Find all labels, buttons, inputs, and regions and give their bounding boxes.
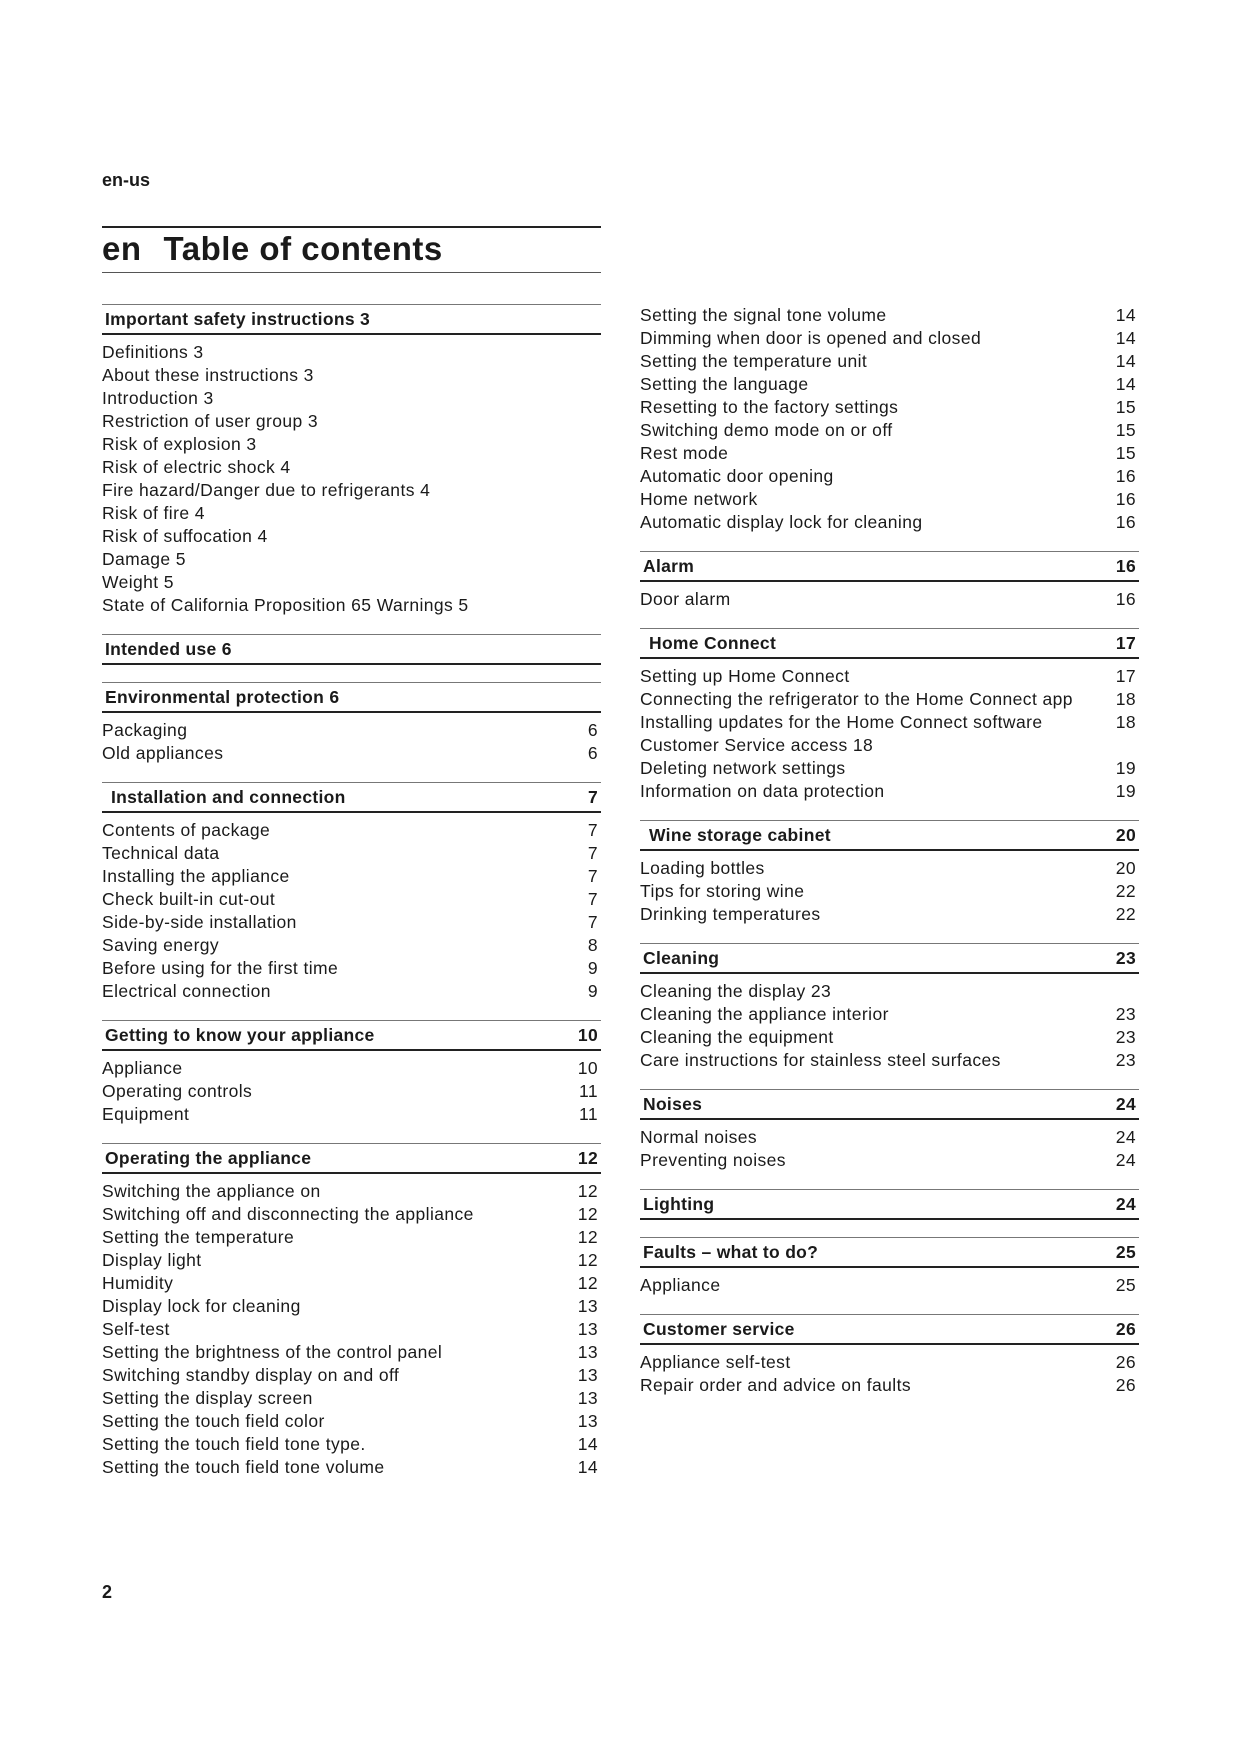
toc-entry-list xyxy=(640,659,1139,803)
entry-title: Electrical connection xyxy=(102,981,271,1001)
toc-entry[interactable] xyxy=(640,734,1139,757)
toc-entry[interactable] xyxy=(102,1364,601,1387)
entry-page: 7 xyxy=(587,889,598,909)
section-page: 24 xyxy=(1115,1094,1136,1114)
section-title: Getting to know your appliance xyxy=(105,1025,375,1045)
entry-page: 6 xyxy=(587,743,598,763)
section-title: Intended use 6 xyxy=(105,639,232,659)
entry-title: Setting the touch field tone volume xyxy=(102,1457,385,1477)
entry-page: 19 xyxy=(1115,758,1136,778)
entry-page: 22 xyxy=(1115,904,1136,924)
toc-entry[interactable] xyxy=(640,880,1139,903)
entry-page: 13 xyxy=(577,1342,598,1362)
entry-page: 13 xyxy=(577,1411,598,1431)
toc-section-noises xyxy=(640,1089,1139,1172)
toc-entry[interactable] xyxy=(640,419,1139,442)
section-heading[interactable] xyxy=(640,820,1139,851)
toc-right-column xyxy=(640,304,1139,1414)
toc-entry-list xyxy=(640,1120,1139,1172)
toc-section-faults-what-to-do xyxy=(640,1237,1139,1297)
entry-title: Resetting to the factory settings xyxy=(640,397,899,417)
toc-entry[interactable] xyxy=(102,1341,601,1364)
entry-title: Before using for the first time xyxy=(102,958,339,978)
title-text: Table of contents xyxy=(163,230,443,267)
toc-section-cleaning xyxy=(640,943,1139,1072)
section-page: 20 xyxy=(1115,825,1136,845)
entry-page: 18 xyxy=(1115,712,1136,732)
toc-entry[interactable] xyxy=(102,911,601,934)
entry-title: Repair order and advice on faults xyxy=(640,1375,911,1395)
toc-entry[interactable] xyxy=(102,1203,601,1226)
toc-entry[interactable] xyxy=(102,1180,601,1203)
entry-page: 14 xyxy=(1115,328,1136,348)
toc-entry[interactable] xyxy=(640,757,1139,780)
section-title: Cleaning xyxy=(643,948,720,968)
entry-page: 12 xyxy=(577,1181,598,1201)
toc-section-alarm xyxy=(640,551,1139,611)
entry-title: Display light xyxy=(102,1250,202,1270)
toc-entry[interactable] xyxy=(102,387,601,410)
page-title xyxy=(102,226,601,273)
entry-page: 23 xyxy=(1115,1027,1136,1047)
entry-title: Switching standby display on and off xyxy=(102,1365,400,1385)
toc-entry[interactable] xyxy=(640,857,1139,880)
entry-page: 26 xyxy=(1115,1375,1136,1395)
entry-page: 16 xyxy=(1115,512,1136,532)
entry-page: 14 xyxy=(1115,374,1136,394)
entry-page: 15 xyxy=(1115,397,1136,417)
entry-page: 16 xyxy=(1115,589,1136,609)
toc-entry[interactable] xyxy=(102,548,601,571)
toc-entry-list xyxy=(640,1268,1139,1297)
section-title: Installation and connection xyxy=(111,787,346,807)
entry-title: Risk of suffocation 4 xyxy=(102,526,268,546)
section-heading[interactable] xyxy=(102,634,601,665)
entry-title: Deleting network settings xyxy=(640,758,846,778)
toc-entry[interactable] xyxy=(640,327,1139,350)
section-title: Environmental protection 6 xyxy=(105,687,340,707)
entry-title: Home network xyxy=(640,489,758,509)
entry-title: Setting the signal tone volume xyxy=(640,305,887,325)
section-heading[interactable] xyxy=(640,551,1139,582)
entry-title: Setting the temperature xyxy=(102,1227,295,1247)
toc-entry[interactable] xyxy=(102,957,601,980)
section-title: Operating the appliance xyxy=(105,1148,312,1168)
entry-title: Humidity xyxy=(102,1273,174,1293)
entry-title: Dimming when door is opened and closed xyxy=(640,328,982,348)
toc-entry[interactable] xyxy=(102,1057,601,1080)
toc-section-continued xyxy=(640,304,1139,534)
toc-entry[interactable] xyxy=(640,488,1139,511)
entry-title: Automatic display lock for cleaning xyxy=(640,512,923,532)
section-page: 23 xyxy=(1115,948,1136,968)
entry-page: 26 xyxy=(1115,1352,1136,1372)
toc-entry[interactable] xyxy=(102,980,601,1003)
entry-title: Cleaning the appliance interior xyxy=(640,1004,889,1024)
toc-entry[interactable] xyxy=(640,780,1139,803)
entry-title: Installing the appliance xyxy=(102,866,290,886)
entry-title: Switching demo mode on or off xyxy=(640,420,893,440)
toc-entry[interactable] xyxy=(102,1433,601,1456)
entry-page: 12 xyxy=(577,1227,598,1247)
toc-entry[interactable] xyxy=(102,364,601,387)
entry-page: 8 xyxy=(587,935,598,955)
toc-entry[interactable] xyxy=(102,479,601,502)
section-title: Noises xyxy=(643,1094,703,1114)
toc-entry-list xyxy=(640,1345,1139,1397)
toc-entry-list xyxy=(640,582,1139,611)
section-title: Alarm xyxy=(643,556,695,576)
entry-page: 23 xyxy=(1115,1050,1136,1070)
entry-page: 19 xyxy=(1115,781,1136,801)
entry-page: 14 xyxy=(1115,305,1136,325)
toc-section-important-safety-instructions-3 xyxy=(102,304,601,617)
entry-title: Normal noises xyxy=(640,1127,758,1147)
toc-entry[interactable] xyxy=(640,1003,1139,1026)
toc-entry-list xyxy=(102,335,601,617)
section-title: Customer service xyxy=(643,1319,795,1339)
toc-entry[interactable] xyxy=(102,594,601,617)
toc-entry[interactable] xyxy=(102,502,601,525)
entry-title: Switching the appliance on xyxy=(102,1181,321,1201)
entry-page: 9 xyxy=(587,981,598,1001)
section-title: Faults – what to do? xyxy=(643,1242,819,1262)
toc-entry[interactable] xyxy=(640,1126,1139,1149)
toc-entry[interactable] xyxy=(640,588,1139,611)
entry-page: 24 xyxy=(1115,1127,1136,1147)
toc-entry[interactable] xyxy=(102,1103,601,1126)
toc-entry[interactable] xyxy=(102,742,601,765)
section-heading[interactable] xyxy=(640,1314,1139,1345)
toc-entry[interactable] xyxy=(102,1456,601,1479)
toc-entry[interactable] xyxy=(102,819,601,842)
entry-title: Weight 5 xyxy=(102,572,174,592)
entry-page: 11 xyxy=(579,1081,598,1101)
language-tag: en-us xyxy=(102,170,151,190)
entry-page: 13 xyxy=(577,1365,598,1385)
entry-title: Technical data xyxy=(102,843,220,863)
entry-page: 7 xyxy=(587,843,598,863)
entry-page: 10 xyxy=(577,1058,598,1078)
entry-page: 22 xyxy=(1115,881,1136,901)
toc-entry[interactable] xyxy=(102,865,601,888)
entry-page: 12 xyxy=(577,1250,598,1270)
entry-title: Self-test xyxy=(102,1319,170,1339)
toc-entry[interactable] xyxy=(102,1295,601,1318)
toc-entry[interactable] xyxy=(640,465,1139,488)
section-page: 12 xyxy=(577,1148,598,1168)
section-page: 25 xyxy=(1115,1242,1136,1262)
section-heading[interactable] xyxy=(102,682,601,713)
entry-title: Care instructions for stainless steel surfaces xyxy=(640,1050,1001,1070)
toc-entry[interactable] xyxy=(640,665,1139,688)
toc-section-getting-to-know-your-appliance xyxy=(102,1020,601,1126)
entry-page: 14 xyxy=(577,1457,598,1477)
toc-entry-list xyxy=(640,974,1139,1072)
toc-section-intended-use-6 xyxy=(102,634,601,665)
toc-entry[interactable] xyxy=(102,1410,601,1433)
entry-title: Rest mode xyxy=(640,443,729,463)
section-heading[interactable] xyxy=(102,1143,601,1174)
toc-entry[interactable] xyxy=(102,525,601,548)
entry-page: 14 xyxy=(1115,351,1136,371)
toc-entry[interactable] xyxy=(640,688,1139,711)
toc-section-installation-and-connection xyxy=(102,782,601,1003)
entry-title: Restriction of user group 3 xyxy=(102,411,319,431)
section-heading[interactable] xyxy=(640,1089,1139,1120)
entry-page: 7 xyxy=(587,912,598,932)
entry-page: 13 xyxy=(577,1388,598,1408)
entry-page: 16 xyxy=(1115,466,1136,486)
toc-entry[interactable] xyxy=(102,1318,601,1341)
entry-title: Setting the touch field color xyxy=(102,1411,325,1431)
entry-page: 16 xyxy=(1115,489,1136,509)
section-page: 7 xyxy=(587,787,598,807)
entry-title: Door alarm xyxy=(640,589,731,609)
toc-entry[interactable] xyxy=(640,373,1139,396)
toc-section-environmental-protection-6 xyxy=(102,682,601,765)
section-page: 10 xyxy=(577,1025,598,1045)
entry-title: Cleaning the equipment xyxy=(640,1027,834,1047)
toc-entry-list xyxy=(102,813,601,1003)
toc-entry[interactable] xyxy=(640,711,1139,734)
entry-title: Setting the temperature unit xyxy=(640,351,868,371)
entry-page: 7 xyxy=(587,866,598,886)
toc-section-operating-the-appliance xyxy=(102,1143,601,1479)
entry-title: Display lock for cleaning xyxy=(102,1296,301,1316)
entry-title: Contents of package xyxy=(102,820,271,840)
entry-title: Automatic door opening xyxy=(640,466,834,486)
toc-entry[interactable] xyxy=(640,1274,1139,1297)
entry-title: Fire hazard/Danger due to refrigerants 4 xyxy=(102,480,431,500)
toc-entry[interactable] xyxy=(102,341,601,364)
toc-entry[interactable] xyxy=(102,433,601,456)
toc-section-home-connect xyxy=(640,628,1139,803)
toc-entry[interactable] xyxy=(640,1149,1139,1172)
entry-title: Setting the touch field tone type. xyxy=(102,1434,366,1454)
entry-title: About these instructions 3 xyxy=(102,365,314,385)
toc-entry[interactable] xyxy=(102,571,601,594)
toc-entry-list xyxy=(102,713,601,765)
entry-page: 17 xyxy=(1115,666,1136,686)
toc-section-wine-storage-cabinet xyxy=(640,820,1139,926)
entry-page: 12 xyxy=(577,1273,598,1293)
toc-entry[interactable] xyxy=(640,903,1139,926)
toc-entry[interactable] xyxy=(102,1249,601,1272)
entry-title: Risk of fire 4 xyxy=(102,503,205,523)
section-heading[interactable] xyxy=(640,628,1139,659)
entry-page: 7 xyxy=(587,820,598,840)
section-title: Lighting xyxy=(643,1194,715,1214)
entry-title: Switching off and disconnecting the appliance xyxy=(102,1204,474,1224)
section-heading[interactable] xyxy=(102,782,601,813)
entry-title: Equipment xyxy=(102,1104,190,1124)
entry-title: Setting the language xyxy=(640,374,809,394)
entry-title: Setting the display screen xyxy=(102,1388,313,1408)
entry-title: Cleaning the display 23 xyxy=(640,981,832,1001)
entry-title: Tips for storing wine xyxy=(640,881,805,901)
toc-entry[interactable] xyxy=(102,1226,601,1249)
entry-page: 18 xyxy=(1115,689,1136,709)
section-title: Home Connect xyxy=(649,633,777,653)
entry-title: Damage 5 xyxy=(102,549,186,569)
entry-title: Setting up Home Connect xyxy=(640,666,850,686)
entry-title: Preventing noises xyxy=(640,1150,786,1170)
entry-title: Risk of explosion 3 xyxy=(102,434,257,454)
toc-entry[interactable] xyxy=(640,1351,1139,1374)
entry-title: Risk of electric shock 4 xyxy=(102,457,291,477)
entry-page: 23 xyxy=(1115,1004,1136,1024)
toc-entry[interactable] xyxy=(102,934,601,957)
toc-entry[interactable] xyxy=(640,1026,1139,1049)
toc-entry[interactable] xyxy=(102,1272,601,1295)
entry-title: Appliance xyxy=(640,1275,721,1295)
entry-title: Definitions 3 xyxy=(102,342,204,362)
section-heading[interactable] xyxy=(102,1020,601,1051)
page-number: 2 xyxy=(102,1582,113,1602)
entry-title: Side-by-side installation xyxy=(102,912,297,932)
entry-title: Setting the brightness of the control panel xyxy=(102,1342,443,1362)
entry-title: Old appliances xyxy=(102,743,224,763)
toc-entry[interactable] xyxy=(640,1374,1139,1397)
entry-title: Appliance self-test xyxy=(640,1352,791,1372)
section-heading[interactable] xyxy=(102,304,601,335)
title-lang-code: en xyxy=(102,230,142,267)
toc-section-customer-service xyxy=(640,1314,1139,1397)
section-page: 26 xyxy=(1115,1319,1136,1339)
toc-entry[interactable] xyxy=(640,980,1139,1003)
entry-title: Packaging xyxy=(102,720,188,740)
toc-entry[interactable] xyxy=(102,888,601,911)
toc-entry[interactable] xyxy=(640,304,1139,327)
section-heading[interactable] xyxy=(640,1189,1139,1220)
entry-page: 12 xyxy=(577,1204,598,1224)
toc-entry[interactable] xyxy=(102,719,601,742)
toc-entry[interactable] xyxy=(640,1049,1139,1072)
section-title: Important safety instructions 3 xyxy=(105,309,371,329)
entry-page: 13 xyxy=(577,1319,598,1339)
entry-page: 25 xyxy=(1115,1275,1136,1295)
toc-entry-list xyxy=(640,851,1139,926)
toc-entry-list xyxy=(102,1051,601,1126)
toc-left-column xyxy=(102,304,601,1496)
toc-entry[interactable] xyxy=(102,1080,601,1103)
entry-page: 6 xyxy=(587,720,598,740)
entry-page: 20 xyxy=(1115,858,1136,878)
entry-title: Loading bottles xyxy=(640,858,765,878)
section-title: Wine storage cabinet xyxy=(649,825,831,845)
entry-title: State of California Proposition 65 Warnings 5 xyxy=(102,595,469,615)
entry-title: Drinking temperatures xyxy=(640,904,821,924)
entry-title: Information on data protection xyxy=(640,781,885,801)
toc-entry[interactable] xyxy=(640,442,1139,465)
entry-title: Installing updates for the Home Connect software xyxy=(640,712,1043,732)
toc-entry-list xyxy=(102,1174,601,1479)
section-heading[interactable] xyxy=(640,1237,1139,1268)
entry-title: Appliance xyxy=(102,1058,183,1078)
toc-entry[interactable] xyxy=(640,511,1139,534)
toc-section-lighting xyxy=(640,1189,1139,1220)
toc-entry[interactable] xyxy=(102,410,601,433)
toc-entry[interactable] xyxy=(640,350,1139,373)
toc-entry[interactable] xyxy=(640,396,1139,419)
entry-title: Introduction 3 xyxy=(102,388,214,408)
toc-entry[interactable] xyxy=(102,456,601,479)
entry-page: 24 xyxy=(1115,1150,1136,1170)
entry-page: 15 xyxy=(1115,443,1136,463)
section-heading[interactable] xyxy=(640,943,1139,974)
entry-title: Operating controls xyxy=(102,1081,253,1101)
section-page: 24 xyxy=(1115,1194,1136,1214)
toc-entry-list xyxy=(640,304,1139,534)
entry-page: 11 xyxy=(579,1104,598,1124)
entry-title: Saving energy xyxy=(102,935,220,955)
entry-page: 9 xyxy=(587,958,598,978)
entry-page: 14 xyxy=(577,1434,598,1454)
section-page: 16 xyxy=(1115,556,1136,576)
entry-title: Connecting the refrigerator to the Home Connect app xyxy=(640,689,1073,709)
entry-title: Customer Service access 18 xyxy=(640,735,874,755)
toc-entry[interactable] xyxy=(102,1387,601,1410)
entry-title: Check built-in cut-out xyxy=(102,889,276,909)
entry-page: 13 xyxy=(577,1296,598,1316)
entry-page: 15 xyxy=(1115,420,1136,440)
toc-entry[interactable] xyxy=(102,842,601,865)
section-page: 17 xyxy=(1115,633,1136,653)
